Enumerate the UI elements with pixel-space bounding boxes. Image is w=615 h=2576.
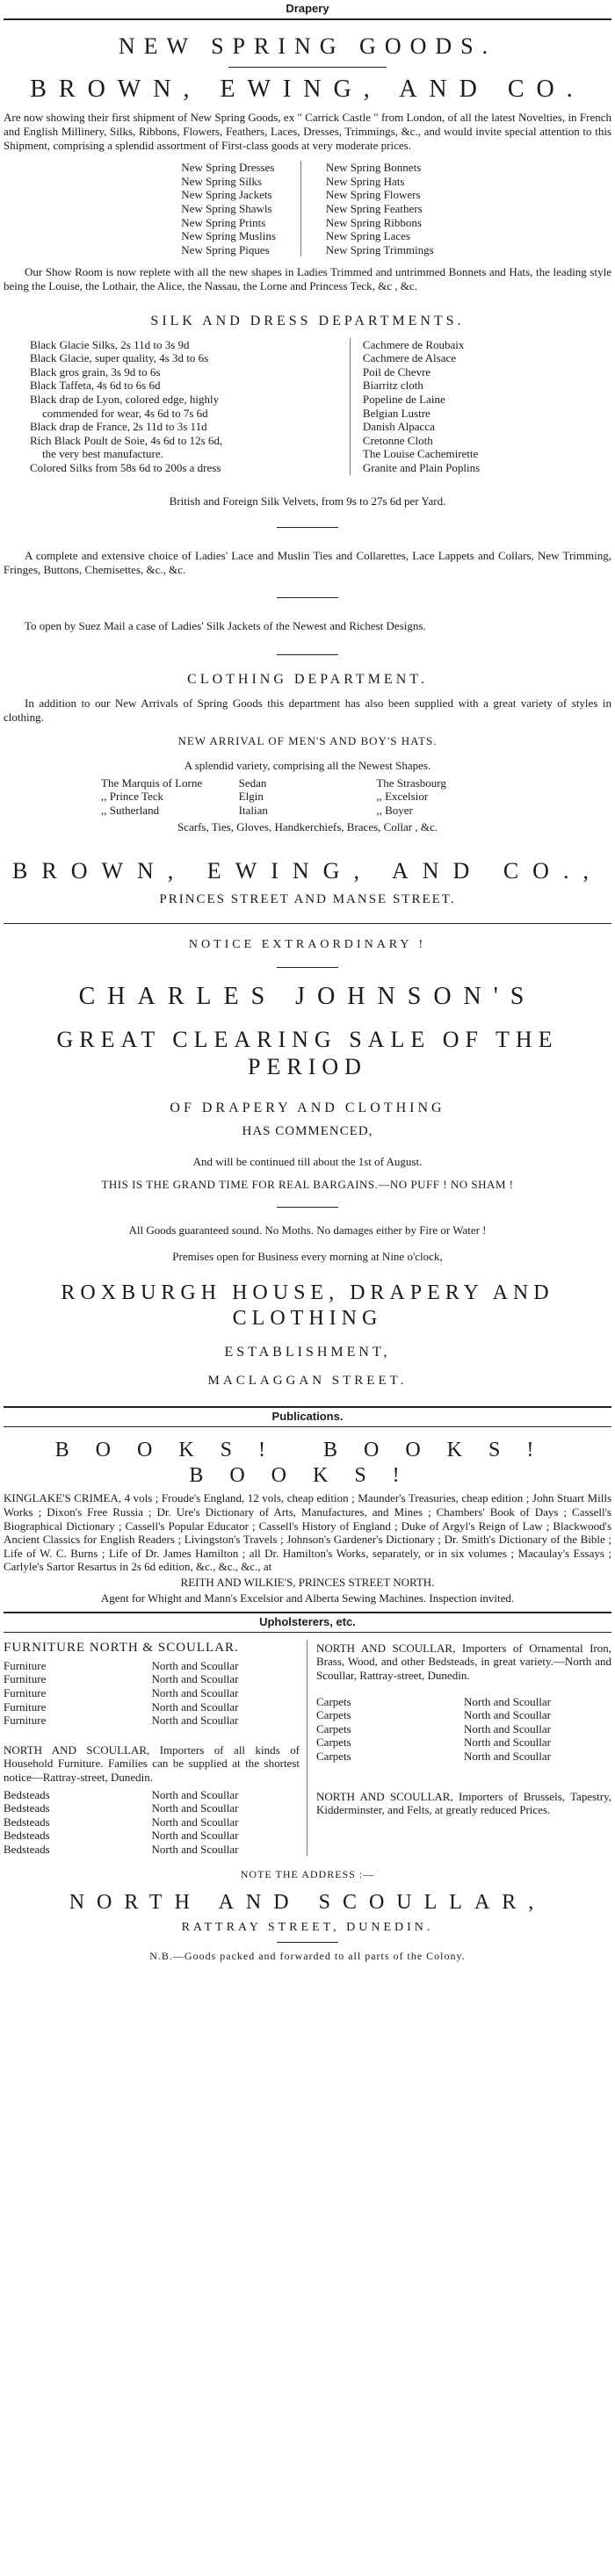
list-item: Black drap de France, 2s 11d to 3s 11d (30, 420, 207, 434)
hats-title: NEW ARRIVAL OF MEN'S AND BOY'S HATS. (177, 734, 438, 748)
notice-bargains: THIS IS THE GRAND TIME FOR REAL BARGAINS.—NO PUFF ! NO SHAM ! (101, 1177, 514, 1191)
books-seller: REITH AND WILKIE'S, PRINCES STREET NORTH. (180, 1575, 435, 1589)
divider (277, 597, 338, 598)
list-item: North and Scoullar (464, 1721, 551, 1735)
hat-item: ,, Boyer (376, 803, 413, 817)
list-item: New Spring Flowers (325, 188, 421, 202)
upholsterers-grid (4, 1640, 611, 1857)
footer-note: N.B.—Goods packed and forwarded to all parts of the Colony. (149, 1950, 466, 1963)
hat-item: The Marquis of Lorne (101, 776, 203, 790)
list-item: Carpets (316, 1708, 351, 1722)
list-item: Belgian Lustre (362, 406, 430, 420)
list-item: Colored Silks from 58s 6d to 200s a dress (30, 461, 221, 475)
list-item: Granite and Plain Poplins (362, 461, 481, 475)
list-item: North and Scoullar (151, 1714, 239, 1728)
books-list: KINGLAKE'S CRIMEA, 4 vols ; Froude's England, 12 vols, cheap edition ; Maunder's Treasuries, cheap edition ; John Stuart Mills Works ; Dixon's Free Russia ; Dr. Ure's Dictionary of Arts, Manufactures, and Mines ; Chambers' Book of Days ; Cassell's Biographical Dictionary ; Cassell's Popular Educator ; Cassell's History of England ; Duke of Argyl's Reign of Law ; Blackwood's Ancient Classics for English Readers ; Livingston's Travels ; Johnson's Gardener's Dictionary ; Dr. Smith's Dictionary of the Bible ; Life of W. C. Burns ; Life of Dr. James Hamilton ; all Dr. Hamilton's Works, separately, or in six volumes ; Macaulay's Essays ; Carlyle's Sartor Resartus in 2s 6d edition, &c., &c., &c., at (4, 1491, 611, 1574)
hats-grid (101, 776, 514, 818)
section-title-publications: Publications. (271, 1410, 344, 1424)
list-item: Furniture (4, 1658, 47, 1672)
silk-title: SILK AND DRESS DEPARTMENTS. (150, 313, 465, 328)
list-item: New Spring Shawls (181, 201, 272, 215)
list-item: New Spring Jackets (181, 188, 272, 202)
notice-house: ROXBURGH HOUSE, DRAPERY AND CLOTHING (61, 1281, 554, 1331)
bedsteads-list (4, 1788, 300, 1857)
list-item: New Spring Dresses (181, 161, 275, 175)
hat-item: ,, Prince Teck (101, 790, 164, 804)
list-item: North and Scoullar (151, 1658, 239, 1672)
carpets-list (316, 1695, 611, 1764)
divider (4, 923, 611, 924)
list-item: North and Scoullar (151, 1815, 239, 1829)
list-item: Bedsteads (4, 1815, 50, 1829)
footer-street: RATTRAY STREET, DUNEDIN. (181, 1920, 434, 1934)
list-item: Bedsteads (4, 1787, 50, 1801)
list-item: New Spring Muslins (181, 229, 276, 243)
list-item: North and Scoullar (464, 1749, 551, 1763)
spring-goods-lists (4, 161, 611, 256)
divider (4, 18, 611, 20)
list-item: New Spring Laces (325, 229, 410, 243)
list-item: North and Scoullar (464, 1708, 551, 1722)
firm-address: PRINCES STREET AND MANSE STREET. (159, 892, 456, 907)
suez-text: To open by Suez Mail a case of Ladies' Silk Jackets of the Newest and Richest Designs. (25, 619, 426, 633)
upholsterers-right-column (308, 1640, 611, 1857)
list-item: Black Taffeta, 4s 6d to 6s 6d (30, 379, 161, 393)
hat-item: Elgin (238, 790, 264, 804)
brussels-para: NORTH AND SCOULLAR, Importers of Brussels, Tapestry, Kidderminster, and Felts, at greatly reduced Prices. (316, 1789, 611, 1817)
velvets-text: British and Foreign Silk Velvets, from 9s to 27s 6d per Yard. (169, 494, 446, 508)
hat-item: ,, Sutherland (101, 803, 160, 817)
list-item: North and Scoullar (151, 1842, 239, 1856)
list-item: Furniture (4, 1685, 47, 1699)
footer-firm: NORTH AND SCOULLAR, (69, 1890, 546, 1914)
list-item: North and Scoullar (464, 1694, 551, 1708)
drapery-intro: Are now showing their first shipment of New Spring Goods, ex " Carrick Castle " from London, of all the latest Novelties, in French and English Millinery, Silks, Ribbons, Flowers, Feathers, Laces, Dresses, Trimmings, &c., and would invite special attention to this Shipment, comprising a splendid assortment of First-class goods at very moderate prices. (4, 111, 611, 152)
list-item: Biarritz cloth (362, 379, 423, 393)
list-item: Furniture (4, 1672, 47, 1686)
list-item: Black drap de Lyon, colored edge, highly (30, 393, 220, 407)
hat-item: The Strasbourg (376, 776, 446, 790)
list-item: North and Scoullar (151, 1672, 239, 1686)
list-item: Poil de Chevre (362, 364, 431, 379)
list-item: North and Scoullar (151, 1787, 239, 1801)
list-item: New Spring Piques (181, 242, 270, 256)
list-item: Cachmere de Roubaix (362, 337, 465, 351)
list-item: The Louise Cachemirette (362, 447, 479, 461)
spring-list-right (301, 161, 459, 256)
divider (277, 967, 338, 968)
notice-title: NOTICE EXTRAORDINARY ! (188, 938, 427, 952)
list-item: Bedsteads (4, 1842, 50, 1856)
divider (228, 67, 387, 68)
list-item: Carpets (316, 1749, 351, 1763)
list-item: Furniture (4, 1699, 47, 1714)
list-item: New Spring Feathers (325, 201, 423, 215)
list-item: Cretonne Cloth (362, 433, 433, 447)
notice-premises: Premises open for Business every morning at Nine o'clock, (172, 1249, 443, 1263)
list-item: Carpets (316, 1721, 351, 1735)
list-item: North and Scoullar (464, 1735, 551, 1750)
hat-item: ,, Excelsior (376, 790, 429, 804)
notice-guaranteed: All Goods guaranteed sound. No Moths. No damages either by Fire or Water ! (128, 1223, 487, 1237)
divider (277, 527, 338, 528)
section-title-upholsterers: Upholsterers, etc. (259, 1615, 356, 1629)
list-item: Furniture (4, 1714, 47, 1728)
list-item: commended for wear, 4s 6d to 7s 6d (42, 406, 208, 420)
divider (4, 1426, 611, 1427)
hats-extra: Scarfs, Ties, Gloves, Handkerchiefs, Braces, Collar , &c. (177, 820, 438, 834)
notice-street: MACLAGGAN STREET. (207, 1374, 408, 1389)
silk-list-right (351, 338, 480, 475)
clothing-intro: In addition to our New Arrivals of Spring Goods this department has also been supplied with a great variety of styles in clothing. (4, 696, 611, 724)
list-item: New Spring Bonnets (325, 161, 422, 175)
laces-text: A complete and extensive choice of Ladies' Lace and Muslin Ties and Collarettes, Lace Lappets and Collars, New Trimming, Fringes, Buttons, Chemisettes, &c., &c. (4, 549, 611, 576)
address-note: NOTE THE ADDRESS :— (240, 1868, 375, 1881)
spring-list-left (156, 161, 301, 256)
silk-lists (30, 338, 585, 475)
notice-commenced: HAS COMMENCED, (242, 1124, 373, 1139)
clothing-title: CLOTHING DEPARTMENT. (187, 672, 428, 687)
furniture-list (4, 1659, 300, 1728)
show-room-text: Our Show Room is now replete with all the new shapes in Ladies Trimmed and untrimmed Bonnets and Hats, the leading style being the Louise, the Lothair, the Alice, the Nassau, the Lorne and Princess Teck, &c , &c. (4, 265, 611, 292)
list-item: New Spring Silks (181, 174, 263, 188)
list-item: New Spring Hats (325, 174, 405, 188)
books-agent: Agent for Whight and Mann's Excelsior and Alberta Sewing Machines. Inspection invited. (100, 1591, 515, 1605)
furniture-heading: FURNITURE NORTH & SCOULLAR. (4, 1640, 239, 1655)
notice-name: CHARLES JOHNSON'S (78, 982, 537, 1010)
hat-item: Sedan (238, 776, 267, 790)
divider (4, 1632, 611, 1633)
list-item: Black Glacie Silks, 2s 11d to 3s 9d (30, 337, 190, 351)
list-item: Carpets (316, 1735, 351, 1750)
list-item: Danish Alpacca (362, 420, 435, 434)
divider (277, 1942, 338, 1943)
silk-list-left (30, 338, 351, 475)
list-item: North and Scoullar (151, 1829, 239, 1843)
list-item: Bedsteads (4, 1829, 50, 1843)
household-para: NORTH AND SCOULLAR, Importers of all kinds of Household Furniture. Families can be supplied at the shortest notice—Rattray-street, Dunedin. (4, 1743, 300, 1784)
books-heading: BOOKS! BOOKS! BOOKS! (54, 1438, 561, 1487)
hat-item: Italian (238, 803, 268, 817)
drapery-firm: BROWN, EWING, AND CO. (30, 75, 585, 103)
upholsterers-left-column (4, 1640, 308, 1857)
drapery-headline: NEW SPRING GOODS. (118, 32, 497, 59)
list-item: New Spring Trimmings (325, 242, 434, 256)
list-item: Black gros grain, 3s 9d to 6s (30, 364, 161, 379)
firm-footer: BROWN, EWING, AND CO., (12, 857, 603, 884)
list-item: Black Glacie, super quality, 4s 3d to 6s (30, 351, 209, 365)
list-item: New Spring Prints (181, 215, 266, 229)
notice-of-drapery: OF DRAPERY AND CLOTHING (170, 1100, 445, 1115)
list-item: North and Scoullar (151, 1685, 239, 1699)
list-item: Popeline de Laine (362, 393, 445, 407)
divider (277, 1207, 338, 1208)
list-item: Carpets (316, 1694, 351, 1708)
importers-para: NORTH AND SCOULLAR, Importers of Ornamental Iron, Brass, Wood, and other Bedsteads, in great variety.—North and Scoullar, Rattray-street, Dunedin. (316, 1641, 611, 1682)
hats-intro: A splendid variety, comprising all the Newest Shapes. (184, 758, 431, 772)
notice-establishment: ESTABLISHMENT, (224, 1345, 391, 1360)
notice-continued: And will be continued till about the 1st of August. (192, 1155, 423, 1169)
list-item: North and Scoullar (151, 1801, 239, 1815)
notice-sale: GREAT CLEARING SALE OF THE PERIOD (56, 1026, 559, 1079)
list-item: New Spring Ribbons (325, 215, 422, 229)
list-item: the very best manufacture. (42, 447, 163, 461)
list-item: Cachmere de Alsace (362, 351, 457, 365)
list-item: Bedsteads (4, 1801, 50, 1815)
section-title-drapery: Drapery (286, 2, 329, 15)
divider (277, 654, 338, 655)
list-item: Rich Black Poult de Soie, 4s 6d to 12s 6d, (30, 433, 223, 447)
list-item: North and Scoullar (151, 1699, 239, 1714)
